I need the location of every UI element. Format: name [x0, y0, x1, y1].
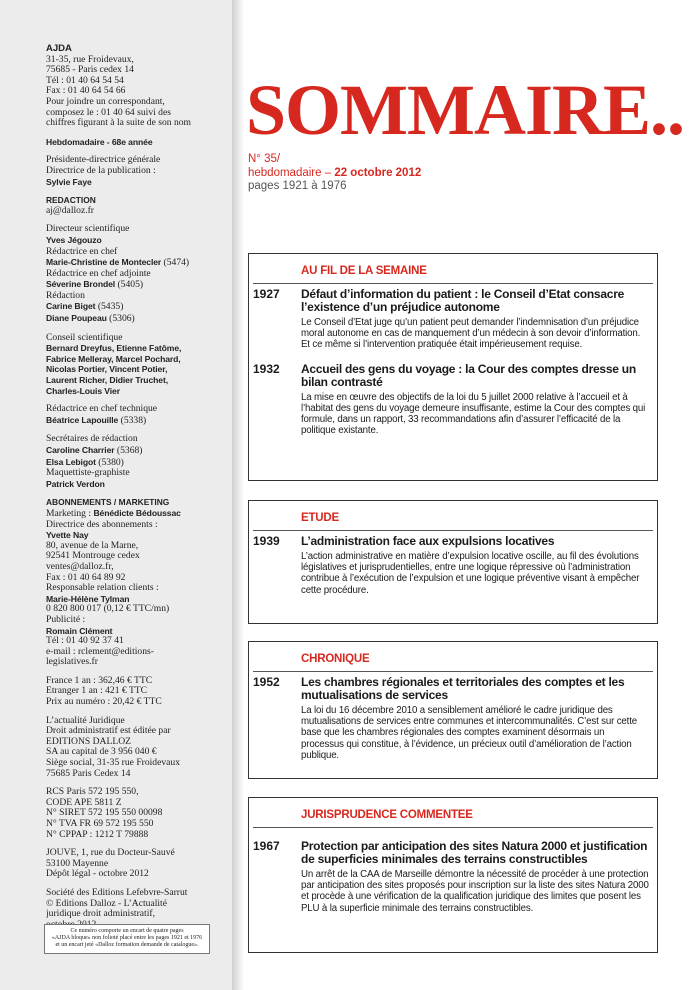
frequency [46, 137, 222, 148]
section-heading: JURISPRUDENCE COMMENTEE [301, 809, 473, 821]
notice-line: et un encart jeté «Dalloz formation demande de catalogue». [55, 942, 199, 949]
direction-role: Directrice de la publication : [46, 165, 156, 176]
notice-line: Ce numéro comporte un encart de quatre pages [70, 928, 184, 934]
notice-line: «AJDA bloque» non folioté placé entre les pages 1921 et 1976 [51, 935, 203, 942]
secretaries-role: Secrétaires de rédaction [46, 434, 138, 445]
registry-line: CODE APE 5811 Z [46, 797, 122, 808]
council-line: Nicolas Portier, Vincent Potier, [46, 364, 168, 375]
council-block [46, 333, 222, 397]
advert-contact: legislatives.fr [46, 657, 98, 668]
toc-entry[interactable] [249, 288, 657, 351]
staff-name: Carine Biget [46, 301, 96, 312]
section-heading: AU FIL DE LA SEMAINE [301, 265, 427, 277]
printer-line: Dépôt légal - octobre 2012 [46, 869, 149, 880]
price-line: Etranger 1 an : 421 € TTC [46, 686, 148, 697]
client-role: Responsable relation clients : [46, 583, 159, 594]
council-line: Bernard Dreyfus, Etienne Fatôme, [46, 343, 182, 354]
company-line: L’actualité Juridique [46, 715, 125, 726]
correspondent-note: Pour joindre un correspondant, [46, 96, 165, 107]
issue-frequency: hebdomadaire – [248, 166, 335, 179]
article-title[interactable]: Protection par anticipation des sites Natura 2000 et justification de superficies minimales des terrains constructibles [301, 839, 648, 866]
section-etude [248, 500, 658, 624]
article-summary: Le Conseil d’Etat juge qu’un patient peut demander l’indemnisation d’un préjudice moral autonome en cas de manquement d’un médecin à son devoir d’information. Et ce même si l’intervention pratiquée était impérieusement requise. [301, 317, 641, 351]
article-summary: La mise en œuvre des objectifs de la loi du 5 juillet 2000 relative à l’accueil et à l’habitat des gens du voyage demeure insuffisante, estime la Cour des comptes qui formule, dans un rapport, 33 recommandations afin d’assurer l’efficacité de la politique existante. [301, 391, 646, 437]
fax-line: Fax : 01 40 64 54 66 [46, 86, 126, 97]
toc-entry[interactable] [249, 676, 657, 761]
staff-name: Marie-Christine de Montecler [46, 257, 162, 268]
redaction-email[interactable]: aj@dalloz.fr [46, 205, 94, 216]
subscriptions-block [46, 497, 222, 668]
publisher-name: AJDA [46, 44, 72, 54]
marketing-name: Bénédicte Bédoussac [93, 507, 181, 518]
staff-role: Directeur scientifique [46, 224, 130, 235]
copyright-line: Société des Editions Lefebvre-Sarrut [46, 887, 188, 898]
printer-block [46, 848, 222, 880]
frequency-label: Hebdomadaire - 68e année [46, 136, 153, 147]
director-name: Sylvie Faye [46, 176, 92, 187]
council-heading: Conseil scientifique [46, 332, 123, 343]
printer-line: JOUVE, 1, rue du Docteur-Sauvé [46, 848, 175, 859]
section-au-fil-de-la-semaine [248, 253, 658, 481]
registry-line: N° SIRET 572 195 550 00098 [46, 808, 163, 819]
page-gutter [232, 0, 244, 990]
registry-line: N° TVA FR 69 572 195 550 [46, 819, 154, 829]
staff-ext: (5474) [161, 257, 190, 269]
issue-number: N° 35/ [248, 153, 281, 165]
correspondent-note: chiffres figurant à la suite de son nom [46, 118, 192, 129]
secretary-ext: (5368) [114, 445, 143, 456]
insert-notice [44, 924, 210, 954]
issue-pages: pages 1921 à 1976 [248, 180, 347, 192]
toc-entry[interactable] [249, 840, 657, 914]
article-summary: La loi du 16 décembre 2010 a sensiblement amélioré le cadre juridique des mutualisations de services entre communes et intercommunalités. C’est sur cette base que les chambres régionales des comptes examinent désormais un processus qui constitue, à l’évidence, un précieux outil d’amélioration de l’action publique. [301, 705, 637, 761]
council-line: Fabrice Melleray, Marcel Pochard, [46, 353, 181, 364]
redaction-block [46, 195, 222, 216]
tech-role: Rédactrice en chef technique [46, 404, 158, 415]
secretary-name: Caroline Charrier [46, 445, 115, 455]
staff-role: Rédaction [46, 290, 85, 301]
subs-email[interactable]: ventes@dalloz.fr, [46, 561, 114, 572]
secretary-name: Elsa Lebigot [46, 456, 96, 467]
page-number: 1967 [253, 839, 280, 853]
graphic-name: Patrick Verdon [46, 478, 105, 489]
staff-name: Yves Jégouzo [46, 234, 102, 245]
page-number: 1952 [253, 675, 280, 689]
price-line: France 1 an : 362,46 € TTC [46, 675, 153, 686]
company-line: SA au capital de 3 956 040 € [46, 747, 157, 758]
issue-info [248, 153, 421, 194]
company-block [46, 716, 222, 780]
staff-ext: (5405) [115, 279, 144, 291]
tech-name: Béatrice Lapouille [46, 414, 119, 425]
secretaries-block [46, 434, 222, 489]
page-number: 1939 [253, 534, 280, 548]
secretary-ext: (5380) [95, 456, 124, 468]
section-divider [253, 827, 653, 828]
advert-label: Publicité : [46, 614, 86, 625]
staff-role: Rédactrice en chef [46, 246, 118, 257]
issue-date: 22 octobre 2012 [334, 166, 422, 179]
section-heading: CHRONIQUE [301, 653, 370, 665]
client-name: Marie-Hélène Tylman [46, 593, 130, 604]
address-line: 31-35, rue Froidevaux, [46, 54, 134, 65]
section-divider [253, 530, 653, 531]
company-line: 75685 Paris Cedex 14 [46, 768, 131, 779]
page-title: SOMMAIRE.. [246, 70, 684, 150]
section-divider [253, 671, 653, 672]
publisher-contact [46, 44, 222, 129]
subs-address: 80, avenue de la Marne, [46, 540, 139, 551]
subscriptions-heading: ABONNEMENTS / MARKETING [46, 497, 170, 508]
staff-name: Séverine Brondel [46, 279, 116, 290]
registry-block [46, 787, 222, 840]
copyright-line: © Editions Dalloz - L’Actualité [46, 898, 167, 909]
advert-contact[interactable]: e-mail : rclement@editions- [46, 646, 154, 657]
marketing-label: Marketing : [46, 507, 92, 519]
registry-line: N° CPPAP : 1212 T 79888 [46, 829, 149, 840]
article-title[interactable]: L’administration face aux expulsions locatives [301, 534, 555, 548]
prices-block [46, 676, 222, 708]
toc-entry[interactable] [249, 535, 657, 596]
staff-block [46, 224, 222, 324]
staff-ext: (5306) [106, 313, 135, 325]
company-line: EDITIONS DALLOZ [46, 736, 131, 747]
graphic-role: Maquettiste-graphiste [46, 468, 130, 479]
subs-director-role: Directrice des abonnements : [46, 519, 158, 530]
address-line: 75685 - Paris cedex 14 [46, 65, 134, 76]
section-heading: ETUDE [301, 512, 339, 524]
client-phone: 0 820 800 017 (0,12 € TTC/mn) [46, 604, 170, 615]
subs-director-name: Yvette Nay [46, 530, 89, 541]
printer-line: 53100 Mayenne [46, 858, 109, 869]
price-line: Prix au numéro : 20,42 € TTC [46, 697, 162, 708]
staff-ext: (5435) [95, 301, 124, 313]
section-jurisprudence-commentee [248, 797, 658, 953]
tech-block [46, 404, 222, 426]
redaction-heading: REDACTION [46, 195, 96, 206]
subs-address: 92541 Montrouge cedex [46, 551, 140, 562]
advert-contact: Tél : 01 40 92 37 41 [46, 636, 124, 647]
correspondent-note: composez le : 01 40 64 suivi des [46, 107, 171, 118]
article-title[interactable]: Accueil des gens du voyage : la Cour des comptes dresse un bilan contrasté [301, 361, 636, 389]
company-line: Droit administratif est éditée par [46, 726, 171, 737]
company-line: Siège social, 31-35 rue Froidevaux [46, 758, 181, 769]
direction-role: Présidente-directrice générale [46, 155, 161, 166]
article-title[interactable]: Les chambres régionales et territoriales des comptes et les mutualisations de services [301, 675, 625, 702]
section-chronique [248, 641, 658, 779]
staff-name: Diane Poupeau [46, 313, 107, 324]
toc-entry[interactable] [249, 363, 657, 437]
staff-role: Rédactrice en chef adjointe [46, 268, 151, 279]
article-summary: L’action administrative en matière d’expulsion locative oscille, au fil des évolutions législatives et jurisprudentielles, entre une logique répressive où l’administration contribue à l’exécution de l’expulsion et une logique préventive visant à empêcher cette procédure. [301, 551, 640, 596]
direction-block [46, 155, 222, 187]
council-line: Charles-Louis Vier [46, 385, 120, 396]
advert-name: Romain Clément [46, 625, 113, 636]
registry-line: RCS Paris 572 195 550, [46, 787, 139, 798]
article-title[interactable]: Défaut d’information du patient : le Conseil d’Etat consacre l’existence d’un préjudice autonome [301, 287, 625, 314]
page-number: 1927 [253, 287, 280, 301]
masthead-column [0, 0, 232, 990]
subs-fax: Fax : 01 40 64 89 92 [46, 572, 126, 583]
council-line: Laurent Richer, Didier Truchet, [46, 375, 169, 386]
section-divider [253, 283, 653, 284]
copyright-line: juridique droit administratif, [46, 909, 155, 920]
phone-line: Tél : 01 40 64 54 54 [46, 75, 124, 86]
tech-ext: (5338) [118, 414, 147, 426]
page-number: 1932 [253, 361, 280, 376]
article-summary: Un arrêt de la CAA de Marseille démontre la nécessité de procéder à une protection par anticipation des sites proposés pour inscription sur la liste des sites Natura 2000 et procède à une vérification de la qualification juridique des limites que posent les PLU à la superficie minimale des terrains constructibles. [301, 869, 649, 914]
